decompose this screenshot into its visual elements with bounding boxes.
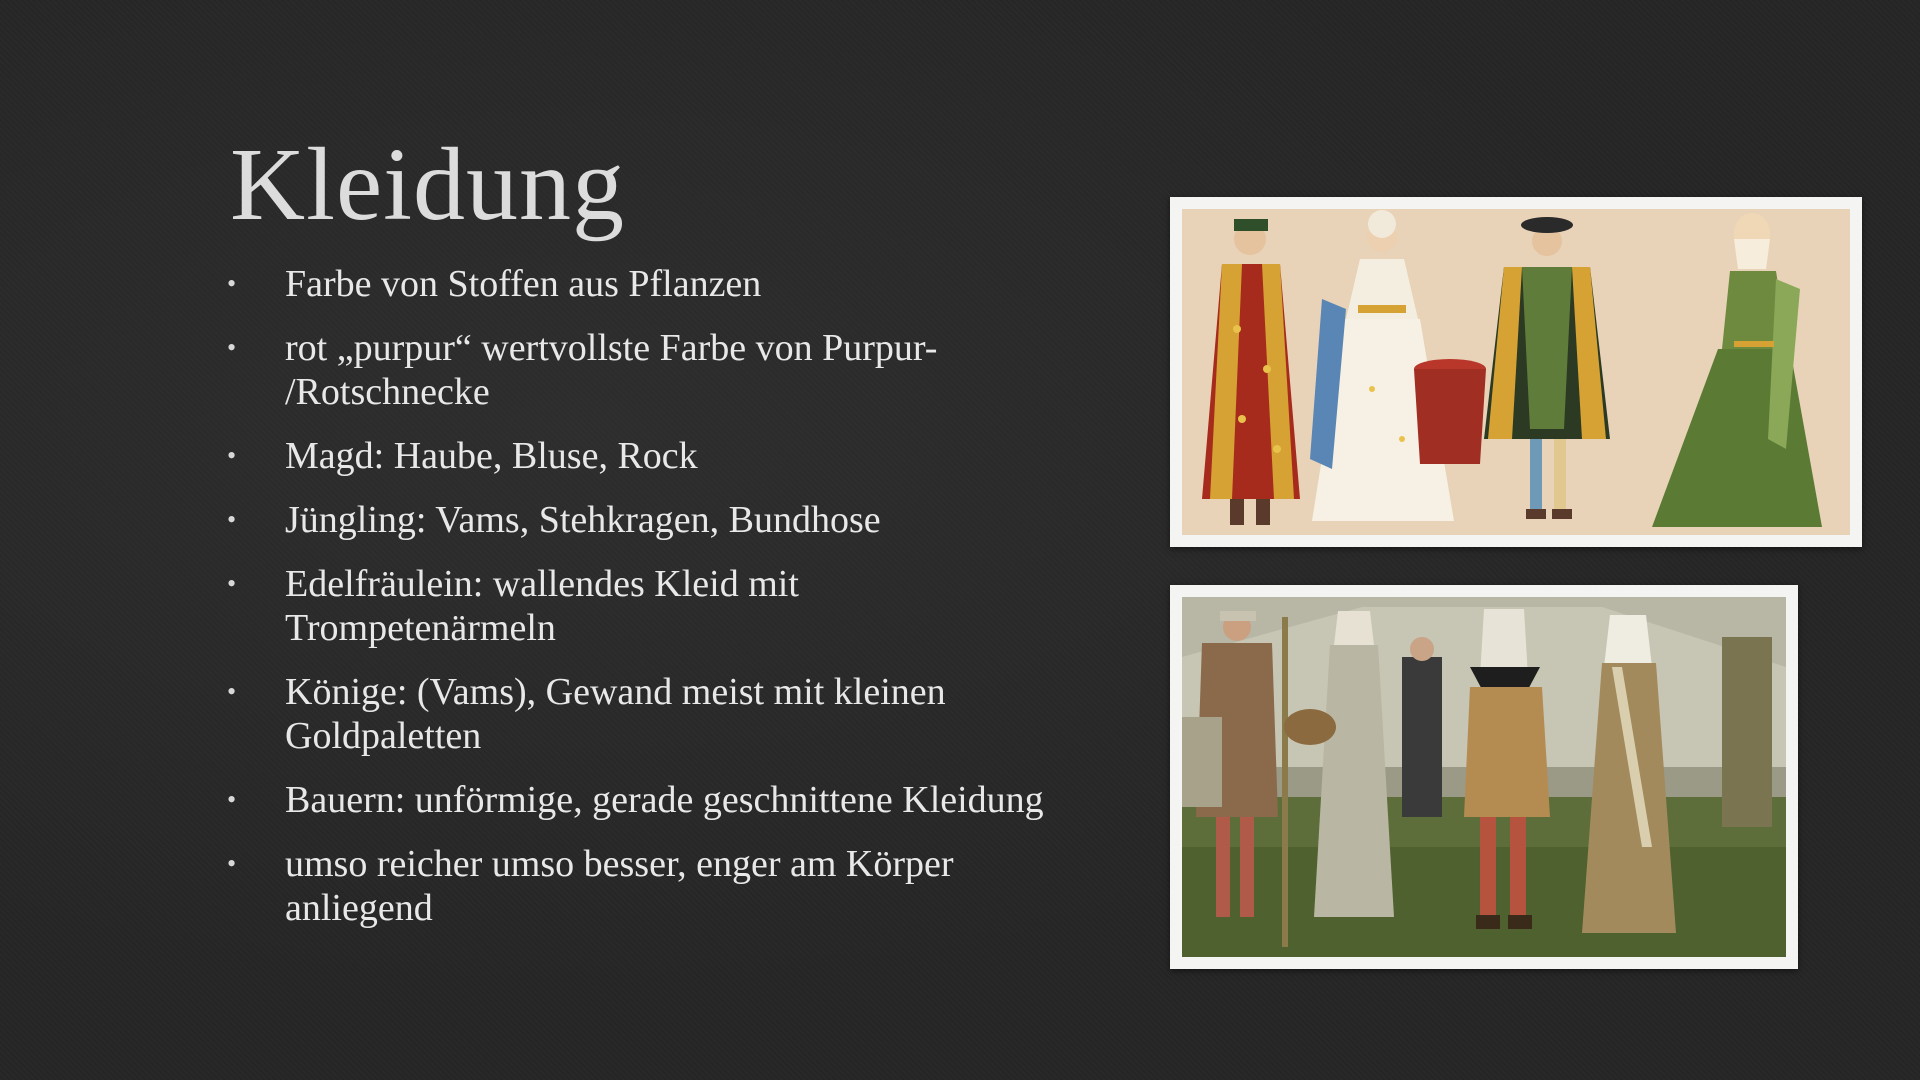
bullet-text: Farbe von Stoffen aus Pflanzen bbox=[285, 263, 762, 305]
bullet-item bbox=[225, 778, 1125, 822]
bullet-item bbox=[225, 326, 1125, 414]
bullet-dot: • bbox=[227, 505, 237, 534]
bullet-dot: • bbox=[227, 569, 237, 598]
bullet-text: Könige: (Vams), Gewand meist mit kleinen bbox=[285, 671, 946, 713]
bullet-dot: • bbox=[227, 849, 237, 878]
medieval-nobles-illustration bbox=[1170, 197, 1862, 547]
nobles-drawing bbox=[1182, 209, 1850, 535]
bullet-text-continued: anliegend bbox=[285, 887, 433, 929]
bullet-dot: • bbox=[227, 333, 237, 362]
bullet-text-continued: Goldpaletten bbox=[285, 715, 482, 757]
bullet-text-continued: /Rotschnecke bbox=[285, 371, 490, 413]
bullet-text: Jüngling: Vams, Stehkragen, Bundhose bbox=[285, 499, 881, 541]
bullet-dot: • bbox=[227, 785, 237, 814]
bullet-text: umso reicher umso besser, enger am Körper bbox=[285, 843, 954, 885]
slide-title: Kleidung bbox=[230, 127, 626, 242]
bullet-dot: • bbox=[227, 677, 237, 706]
round-table bbox=[1414, 359, 1486, 464]
bullet-text: rot „purpur“ wertvollste Farbe von Purpur- bbox=[285, 327, 938, 369]
bullet-item bbox=[225, 842, 1125, 930]
bullet-text-continued: Trompetenärmeln bbox=[285, 607, 556, 649]
bullet-text: Magd: Haube, Bluse, Rock bbox=[285, 435, 698, 477]
medieval-reenactment-photo bbox=[1170, 585, 1798, 969]
bullet-item bbox=[225, 562, 1125, 650]
bullet-dot: • bbox=[227, 269, 237, 298]
bullet-text: Bauern: unförmige, gerade geschnittene Kleidung bbox=[285, 779, 1044, 821]
bullet-item bbox=[225, 434, 1125, 478]
bullet-text: Edelfräulein: wallendes Kleid mit bbox=[285, 563, 799, 605]
reenactment-drawing bbox=[1182, 597, 1786, 957]
bullet-list bbox=[225, 262, 1125, 950]
bullet-item bbox=[225, 670, 1125, 758]
bullet-item bbox=[225, 262, 1125, 306]
bullet-item bbox=[225, 498, 1125, 542]
bullet-dot: • bbox=[227, 441, 237, 470]
